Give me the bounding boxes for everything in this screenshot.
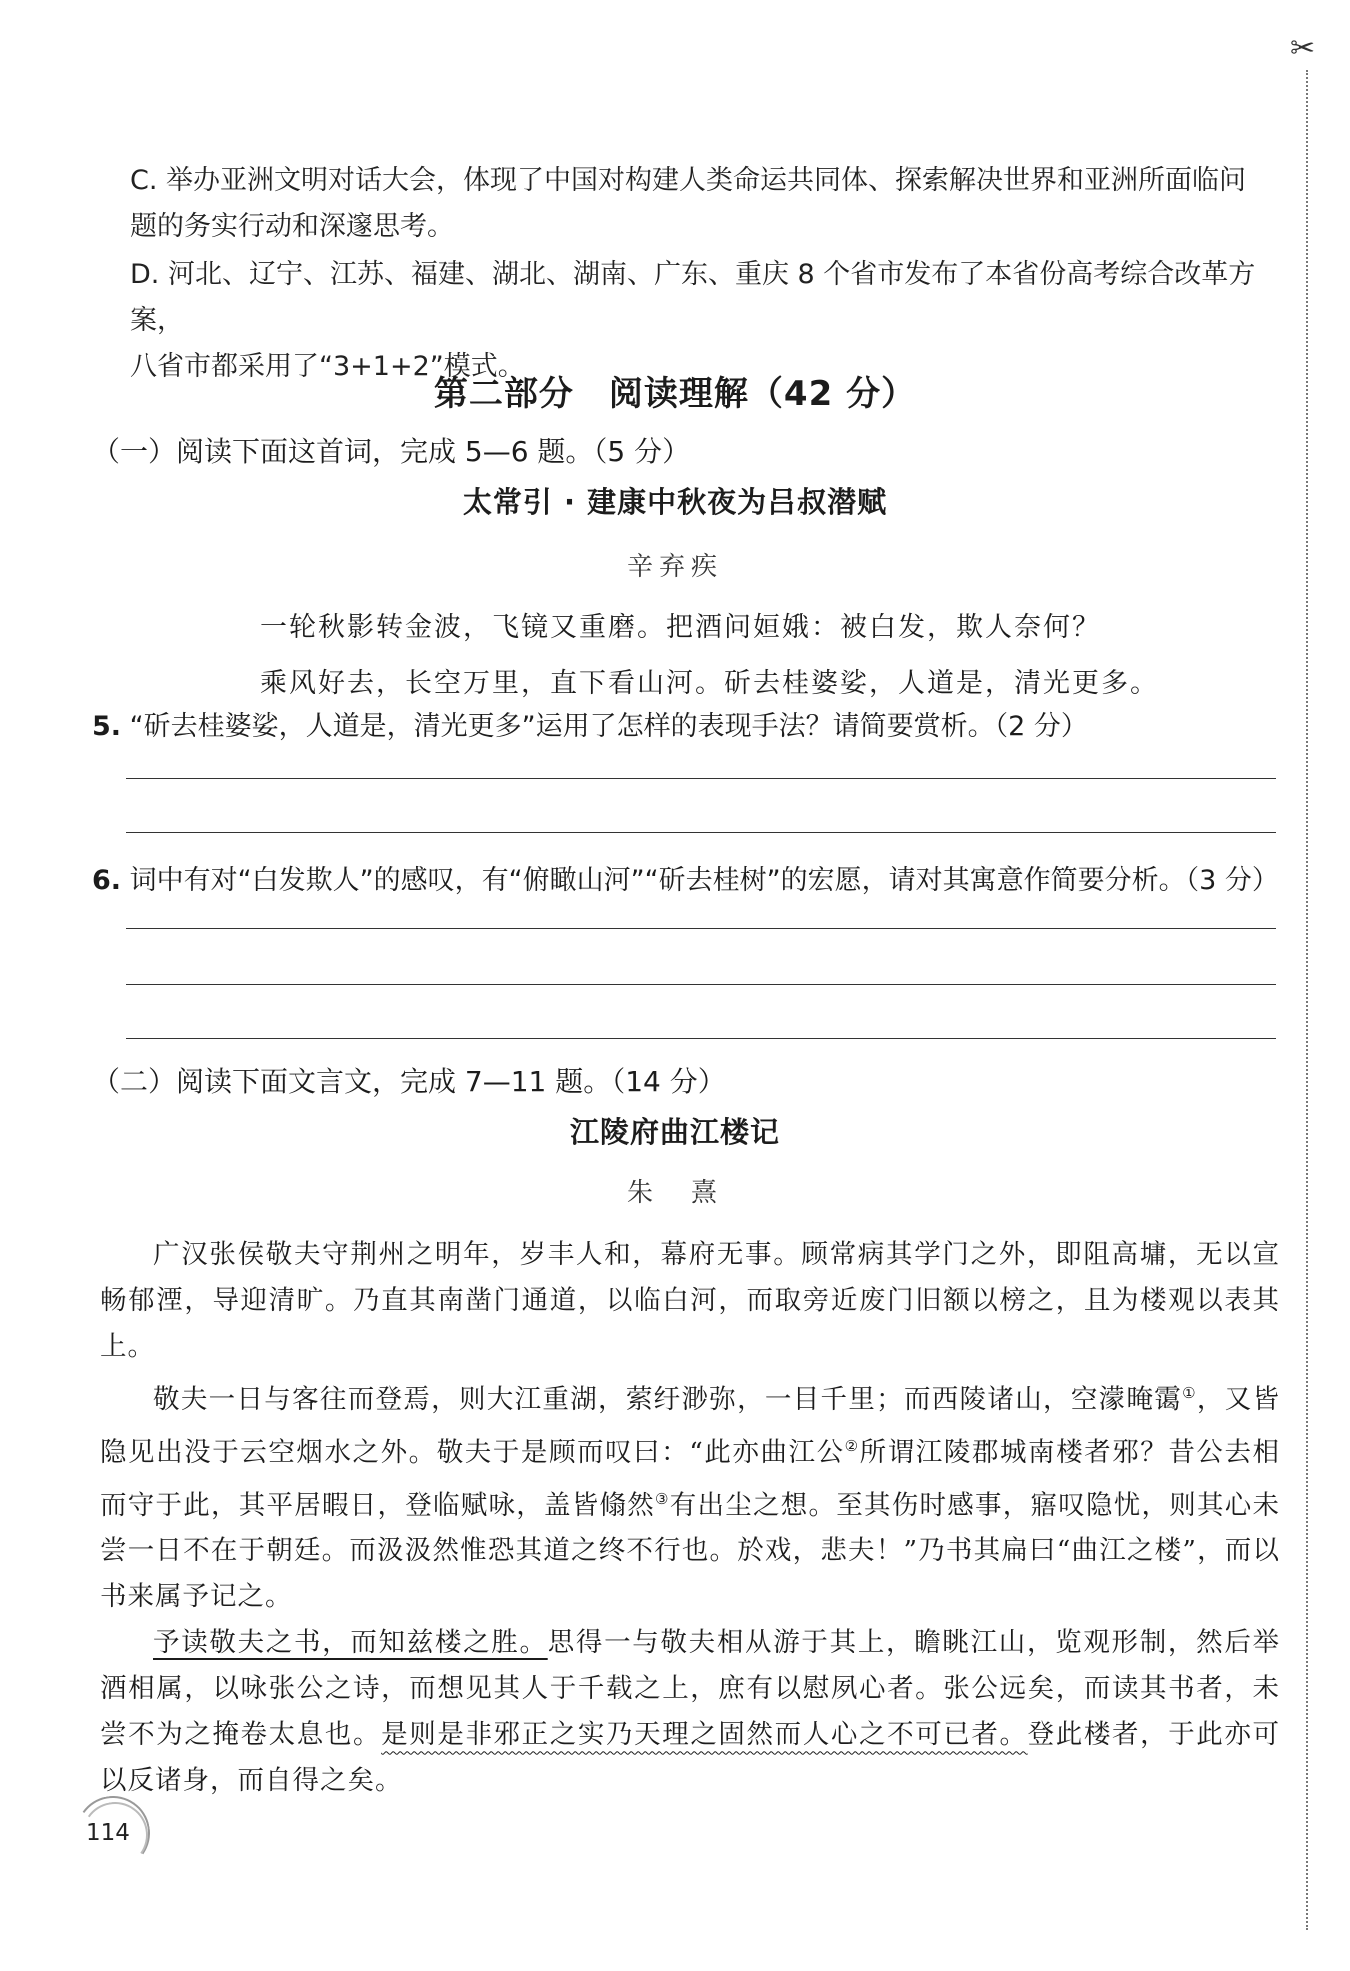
part-title: 第二部分 阅读理解（42 分） [433, 374, 917, 414]
prose-paragraph-3 [100, 1620, 1280, 1804]
cut-line [1306, 70, 1308, 1930]
answer-line[interactable] [126, 1038, 1276, 1039]
question-5 [92, 704, 1292, 743]
prose-body [100, 1232, 1280, 1804]
p2-text-a: 敬夫一日与客往而登焉，则大江重湖，萦纡渺弥，一目千里；而西陵诸山，空濛晻霭 [153, 1383, 1183, 1415]
option-d-line2: 八省市都采用了“3+1+2”模式。 [130, 351, 525, 382]
wavy-underlined-sentence: 是则是非邪正之实乃天理之固然而人心之不可已者。 [381, 1719, 1028, 1751]
footnote-marker-1: ① [1182, 1384, 1197, 1402]
answer-line[interactable] [126, 984, 1276, 985]
p3-text-b: 登此楼者，于此亦可以反诸身，而自得之矣。 [100, 1719, 1281, 1797]
question-6 [92, 858, 1292, 897]
option-c-line1: C. 举办亚洲文明对话大会，体现了中国对构建人类命运共同体、探索解决世界和亚洲所面临问 [130, 165, 1247, 196]
answer-line[interactable] [126, 778, 1276, 779]
answer-line[interactable] [126, 928, 1276, 929]
poem-line1: 一轮秋影转金波，飞镜又重磨。把酒问姮娥：被白发，欺人奈何？ [260, 612, 1101, 643]
option-c-line2: 题的务实行动和深邃思考。 [130, 211, 454, 242]
p2-text-c: 所谓江陵郡城南楼者邪？昔公去相而守于此，其平居暇日，登临赋咏，盖皆翛然 [100, 1436, 1280, 1521]
prose-paragraph-2 [100, 1370, 1280, 1620]
page-number: 114 [86, 1820, 130, 1846]
prose-paragraph-1: 广汉张侯敬夫守荆州之明年，岁丰人和，幕府无事。顾常病其学门之外，即阻高墉，无以宣畅郁湮，导迎清旷。乃直其南凿门通道，以临白河，而取旁近废门旧额以榜之，且为楼观以表其上。 [100, 1239, 1280, 1362]
poem-body [260, 600, 1160, 712]
section2-heading: （二）阅读下面文言文，完成 7—11 题。（14 分） [92, 1065, 726, 1098]
underlined-sentence: 予读敬夫之书，而知兹楼之胜。 [153, 1627, 548, 1659]
section1-heading: （一）阅读下面这首词，完成 5—6 题。（5 分） [92, 435, 691, 468]
question-6-number: 6. [92, 865, 122, 896]
question-5-text: “斫去桂婆娑，人道是，清光更多”运用了怎样的表现手法？请简要赏析。（2 分） [129, 711, 1088, 742]
option-c [130, 158, 1275, 250]
question-6-text: 词中有对“白发欺人”的感叹，有“俯瞰山河”“斫去桂树”的宏愿，请对其寓意作简要分析。（3 分） [129, 865, 1279, 896]
footnote-marker-3: ③ [655, 1489, 670, 1508]
footnote-marker-2: ② [844, 1436, 860, 1455]
question-5-number: 5. [92, 711, 122, 742]
poem-author: 辛弃疾 [626, 552, 723, 582]
p2-text-d: 有出尘之想。至其伤时感事，寤叹隐忧，则其心未尝一日不在于朝廷。而汲汲然惟恐其道之终不行也。於戏，悲夫！”乃书其扁曰“曲江之楼”，而以书来属予记之。 [100, 1489, 1281, 1613]
prose-author: 朱 熹 [626, 1178, 723, 1208]
poem-title: 太常引 · 建康中秋夜为吕叔潜赋 [462, 485, 888, 519]
p2-text-b: ，又皆隐见出没于云空烟水之外。敬夫于是顾而叹曰：“此亦曲江公 [100, 1383, 1281, 1468]
prose-title: 江陵府曲江楼记 [569, 1115, 780, 1149]
scissors-icon: ✂ [1290, 31, 1316, 66]
answer-line[interactable] [126, 832, 1276, 833]
p3-text-a: 思得一与敬夫相从游于其上，瞻眺江山，览观形制，然后举酒相属，以咏张公之诗，而想见其人于千载之上，庶有以慰夙心者。张公远矣，而读其书者，未尝不为之掩卷太息也。 [100, 1627, 1281, 1751]
option-d-line1: D. 河北、辽宁、江苏、福建、湖北、湖南、广东、重庆 8 个省市发布了本省份高考综合改革方案， [130, 259, 1256, 336]
poem-line2: 乘风好去，长空万里，直下看山河。斫去桂婆娑，人道是，清光更多。 [260, 668, 1159, 699]
